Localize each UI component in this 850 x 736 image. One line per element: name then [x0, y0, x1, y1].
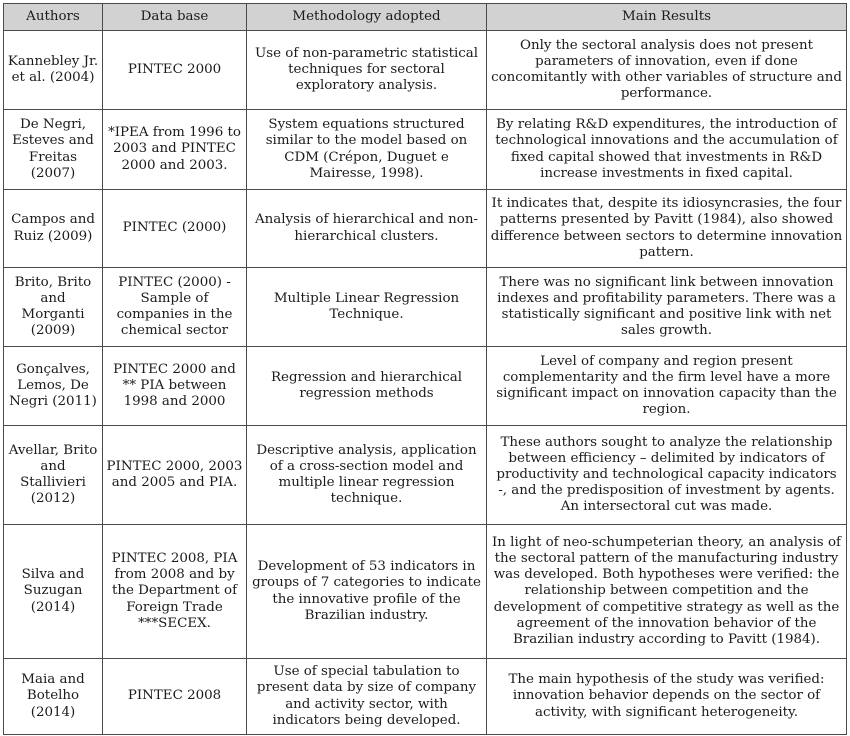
database-cell: PINTEC 2000, 2003 and 2005 and PIA.	[103, 426, 247, 525]
methodology-cell: Multiple Linear Regression Technique.	[247, 268, 487, 347]
header-database: Data base	[103, 4, 247, 31]
table-row	[4, 190, 847, 268]
results-cell: There was no significant link between innovation indexes and profitability parameters. There was a statistically significant and positive link with net sales growth.	[487, 268, 847, 347]
table-row	[4, 426, 847, 525]
authors-cell: Gonçalves, Lemos, De Negri (2011)	[4, 347, 103, 426]
database-cell: *IPEA from 1996 to 2003 and PINTEC 2000 and 2003.	[103, 110, 247, 190]
authors-cell: Maia and Botelho (2014)	[4, 659, 103, 735]
results-cell: In light of neo-schumpeterian theory, an analysis of the sectoral pattern of the manufacturing industry was developed. Both hypotheses were verified: the relationship between competition and the development of competitive strategy as well as the agreement of the innovation behavior of the Brazilian industry according to Pavitt (1984).	[487, 525, 847, 659]
methodology-cell: Use of special tabulation to present data by size of company and activity sector, with indicators being developed.	[247, 659, 487, 735]
database-cell: PINTEC 2000	[103, 31, 247, 110]
authors-cell: Avellar, Brito and Stallivieri (2012)	[4, 426, 103, 525]
table-row	[4, 525, 847, 659]
header-methodology: Methodology adopted	[247, 4, 487, 31]
authors-cell: Campos and Ruiz (2009)	[4, 190, 103, 268]
authors-cell: De Negri, Esteves and Freitas (2007)	[4, 110, 103, 190]
database-cell: PINTEC 2000 and ** PIA between 1998 and 2000	[103, 347, 247, 426]
methodology-cell: Analysis of hierarchical and non-hierarchical clusters.	[247, 190, 487, 268]
table-row	[4, 268, 847, 347]
database-cell: PINTEC 2008	[103, 659, 247, 735]
database-cell: PINTEC 2008, PIA from 2008 and by the Department of Foreign Trade ***SECEX.	[103, 525, 247, 659]
authors-cell: Silva and Suzugan (2014)	[4, 525, 103, 659]
table-row	[4, 659, 847, 735]
results-cell: Only the sectoral analysis does not present parameters of innovation, even if done concomitantly with other variables of structure and performance.	[487, 31, 847, 110]
authors-cell: Brito, Brito and Morganti (2009)	[4, 268, 103, 347]
results-cell: These authors sought to analyze the relationship between efficiency – delimited by indicators of productivity and technological capacity indicators -, and the predisposition of investment by agents. An intersectoral cut was made.	[487, 426, 847, 525]
results-cell: By relating R&D expenditures, the introduction of technological innovations and the accumulation of fixed capital showed that investments in R&D increase investments in fixed capital.	[487, 110, 847, 190]
header-row	[4, 4, 847, 31]
table-row	[4, 31, 847, 110]
database-cell: PINTEC (2000)	[103, 190, 247, 268]
table-row	[4, 347, 847, 426]
authors-cell: Kannebley Jr. et al. (2004)	[4, 31, 103, 110]
results-cell: The main hypothesis of the study was verified: innovation behavior depends on the sector of activity, with significant heterogeneity.	[487, 659, 847, 735]
methodology-cell: Descriptive analysis, application of a cross-section model and multiple linear regression technique.	[247, 426, 487, 525]
header-results: Main Results	[487, 4, 847, 31]
table-row	[4, 110, 847, 190]
methodology-cell: Use of non-parametric statistical techniques for sectoral exploratory analysis.	[247, 31, 487, 110]
header-authors: Authors	[4, 4, 103, 31]
results-cell: It indicates that, despite its idiosyncrasies, the four patterns presented by Pavitt (1984), also showed difference between sectors to determine innovation pattern.	[487, 190, 847, 268]
results-cell: Level of company and region present complementarity and the firm level have a more significant impact on innovation capacity than the region.	[487, 347, 847, 426]
methodology-cell: Development of 53 indicators in groups of 7 categories to indicate the innovative profile of the Brazilian industry.	[247, 525, 487, 659]
methodology-cell: Regression and hierarchical regression methods	[247, 347, 487, 426]
database-cell: PINTEC (2000) - Sample of companies in the chemical sector	[103, 268, 247, 347]
literature-review-table	[3, 3, 847, 735]
methodology-cell: System equations structured similar to the model based on CDM (Crépon, Duguet e Mairesse, 1998).	[247, 110, 487, 190]
